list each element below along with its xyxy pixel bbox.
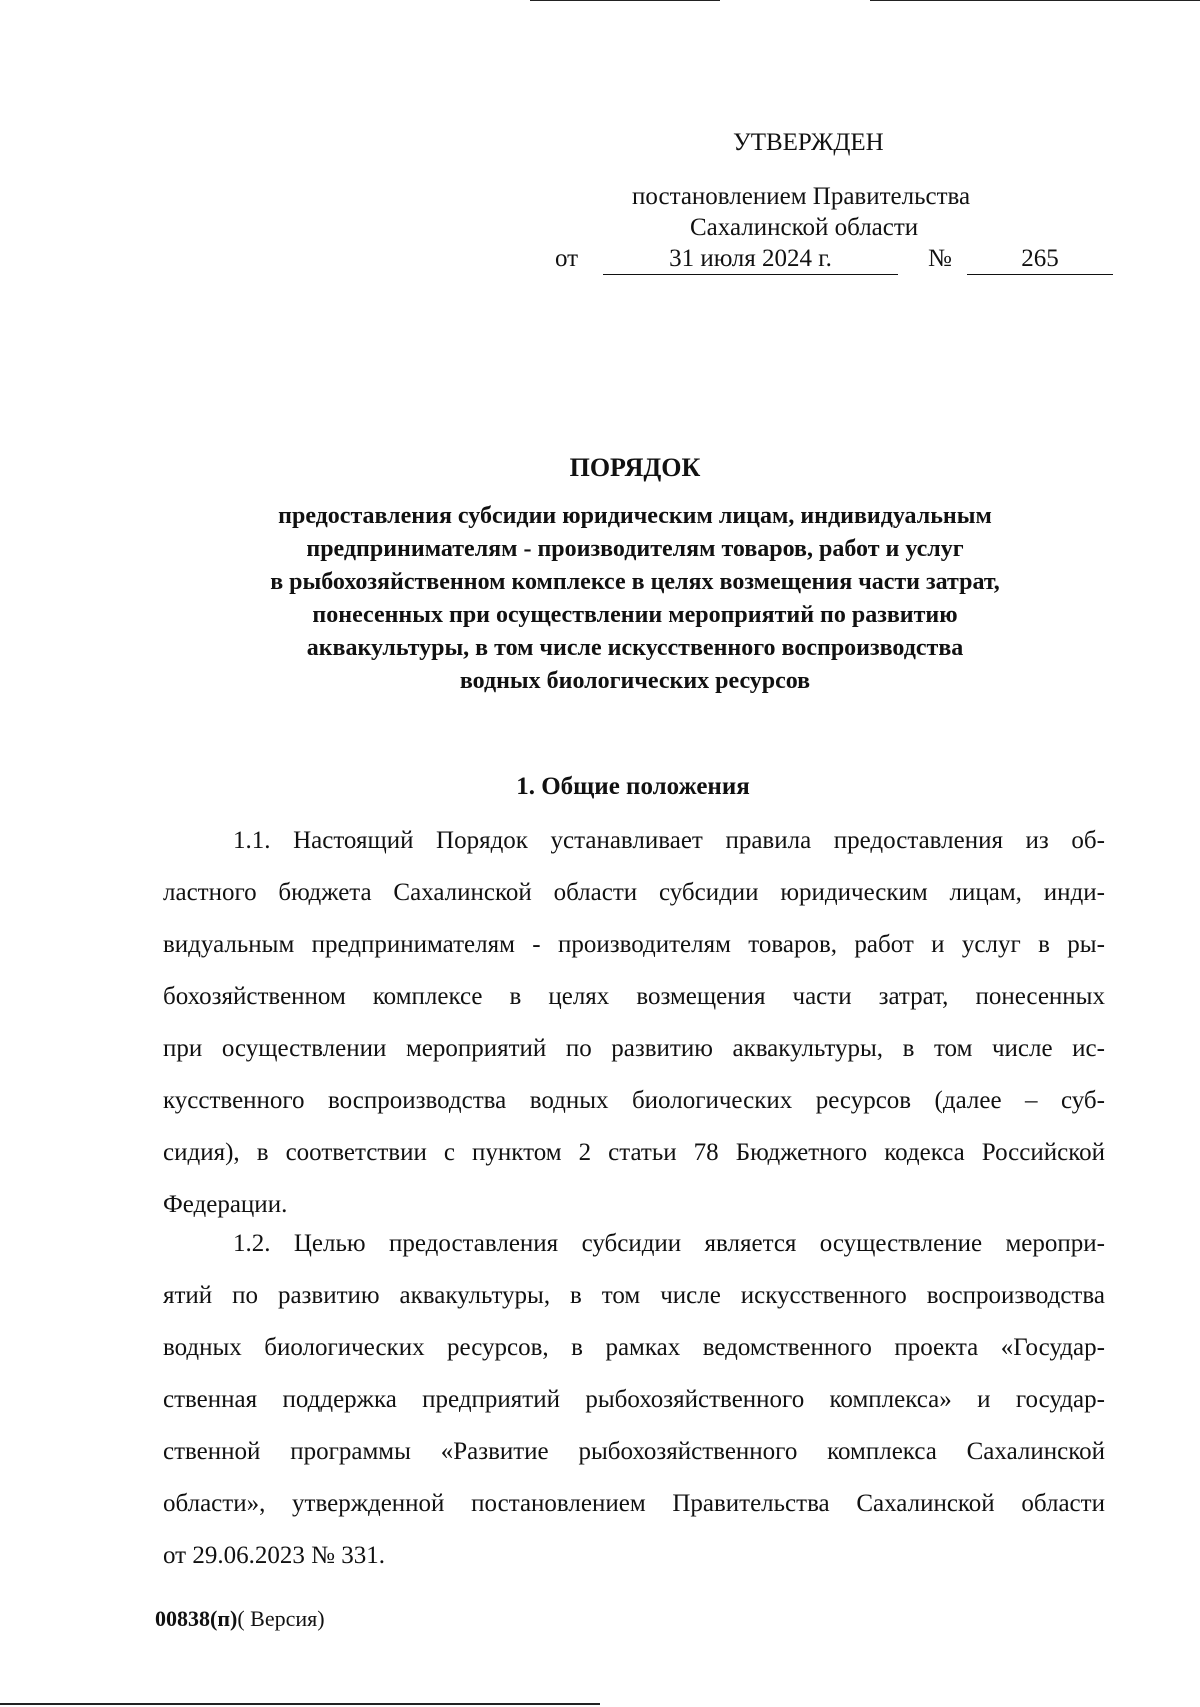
word: числе	[660, 1282, 721, 1309]
paragraph-line	[163, 815, 1105, 867]
word: Сахалинской	[966, 1438, 1105, 1465]
word: комплексе	[372, 983, 483, 1010]
subtitle-line: аквакультуры, в том числе искусственного воспроизводства	[306, 635, 964, 661]
word: Российской	[981, 1139, 1105, 1166]
word: воспроизводства	[328, 1087, 507, 1114]
subtitle-line: водных биологических ресурсов	[459, 668, 811, 694]
scan-edge-line-top-right	[870, 0, 1200, 1]
word: 78	[693, 1139, 719, 1166]
word: водных	[529, 1087, 609, 1114]
word: Бюджетного	[735, 1139, 868, 1166]
word: работ	[854, 931, 914, 958]
word: 1.1.	[233, 827, 271, 854]
word: Целью	[293, 1230, 366, 1257]
word: –	[1025, 1087, 1038, 1114]
subtitle-line: предпринимателям - производителям товаров, работ и услуг	[306, 536, 964, 562]
word: том	[601, 1282, 641, 1309]
word: затрат,	[878, 983, 949, 1010]
document-title: ПОРЯДОК	[569, 453, 701, 482]
word: видуальным	[163, 931, 295, 958]
word: ятий	[163, 1282, 213, 1309]
word: меропри-	[1005, 1230, 1105, 1257]
paragraph-line	[163, 1218, 1105, 1270]
word: программы	[290, 1438, 411, 1465]
paragraph-line	[163, 919, 1105, 971]
paragraph-2	[163, 1218, 1105, 1582]
paragraph-line: от 29.06.2023 № 331.	[163, 1542, 385, 1569]
word: правила	[725, 827, 812, 854]
word: Сахалинской	[856, 1490, 995, 1517]
word: в	[1038, 931, 1050, 958]
word: и	[931, 931, 945, 958]
word: из	[1025, 827, 1049, 854]
word: предприятий	[422, 1386, 560, 1413]
paragraph-line	[163, 1075, 1105, 1127]
word: области	[1021, 1490, 1105, 1517]
word: при	[163, 1035, 203, 1062]
word: в	[256, 1139, 269, 1166]
word: искусственного	[740, 1282, 907, 1309]
word: биологических	[264, 1334, 425, 1361]
scan-edge-line-bottom	[0, 1703, 600, 1705]
word: постановлением	[471, 1490, 646, 1517]
word: кодекса	[884, 1139, 965, 1166]
word: услуг	[961, 931, 1021, 958]
word: государ-	[1015, 1386, 1105, 1413]
word: ресурсов,	[447, 1334, 549, 1361]
document-subtitle	[150, 500, 1120, 698]
word: товаров,	[748, 931, 838, 958]
approval-date: 31 июля 2024 г.	[603, 243, 898, 275]
word: поддержка	[282, 1386, 397, 1413]
word: биологических	[631, 1087, 793, 1114]
word: 2	[578, 1139, 592, 1166]
word: ры-	[1067, 931, 1105, 958]
word: Настоящий	[293, 827, 414, 854]
word: по	[232, 1282, 259, 1309]
word: предпринимателям	[311, 931, 515, 958]
paragraph-line	[163, 1023, 1105, 1075]
word: рамках	[605, 1334, 681, 1361]
paragraph-line	[163, 1270, 1105, 1322]
word: производителям	[557, 931, 731, 958]
word: соответствии	[285, 1139, 427, 1166]
word: числе	[991, 1035, 1053, 1062]
word: комплекса	[827, 1438, 937, 1465]
word: «Государ-	[1000, 1334, 1105, 1361]
word: «Развитие	[440, 1438, 549, 1465]
approval-number: 265	[967, 243, 1113, 275]
word: том	[933, 1035, 973, 1062]
approval-number-label: №	[928, 245, 952, 272]
word: сидия),	[163, 1139, 240, 1166]
word: суб-	[1060, 1087, 1105, 1114]
approval-issuer-line: постановлением Правительства	[632, 183, 971, 210]
word: развитию	[277, 1282, 380, 1309]
paragraph-line	[163, 1127, 1105, 1179]
scan-edge-line-top	[530, 0, 720, 1]
word: ственная	[163, 1386, 258, 1413]
word: с	[443, 1139, 455, 1166]
word: субсидии	[581, 1230, 682, 1257]
word: рыбохозяйственного	[585, 1386, 805, 1413]
word: (далее	[934, 1087, 1002, 1114]
approval-region-line: Сахалинской области	[690, 214, 919, 241]
approval-from-label: от	[555, 245, 579, 272]
word: ственной	[163, 1438, 261, 1465]
word: является	[704, 1230, 797, 1257]
word: в	[571, 1334, 583, 1361]
word: и	[977, 1386, 991, 1413]
subtitle-line: предоставления субсидии юридическим лицам, индивидуальным	[278, 503, 992, 529]
approval-title: УТВЕРЖДЕН	[733, 129, 884, 156]
word: воспроизводства	[926, 1282, 1105, 1309]
paragraph-line	[163, 1478, 1105, 1530]
word: субсидии	[658, 879, 759, 906]
word: устанавливает	[550, 827, 703, 854]
word: области»,	[163, 1490, 266, 1517]
footer-document-code: 00838(п)	[155, 1606, 238, 1631]
word: предоставления	[833, 827, 1003, 854]
paragraph-line	[163, 1374, 1105, 1426]
word: бюджета	[278, 879, 372, 906]
word: рыбохозяйственного	[578, 1438, 798, 1465]
word: комплекса»	[829, 1386, 952, 1413]
word: ис-	[1072, 1035, 1105, 1062]
word: аквакультуры,	[399, 1282, 551, 1309]
word: понесенных	[975, 983, 1105, 1010]
paragraph-line	[163, 867, 1105, 919]
approval-date-row	[555, 243, 1075, 277]
word: развитию	[611, 1035, 713, 1062]
paragraph-line: Федерации.	[163, 1191, 288, 1218]
word: пунктом	[472, 1139, 562, 1166]
word: утвержденной	[292, 1490, 445, 1517]
word: мероприятий	[405, 1035, 547, 1062]
paragraph-1	[163, 815, 1105, 1231]
word: проекта	[894, 1334, 979, 1361]
word: ресурсов	[815, 1087, 912, 1114]
word: аквакультуры,	[732, 1035, 884, 1062]
word: в	[570, 1282, 582, 1309]
subtitle-line: в рыбохозяйственном комплексе в целях возмещения части затрат,	[270, 569, 1000, 595]
word: кусственного	[163, 1087, 305, 1114]
word: об-	[1071, 827, 1105, 854]
paragraph-line	[163, 1322, 1105, 1374]
word: статьи	[608, 1139, 677, 1166]
word: водных	[163, 1334, 242, 1361]
paragraph-line	[163, 1426, 1105, 1478]
word: осуществлении	[221, 1035, 387, 1062]
word: ластного	[163, 879, 257, 906]
word: бохозяйственном	[163, 983, 346, 1010]
word: предоставления	[388, 1230, 559, 1257]
word: по	[565, 1035, 592, 1062]
word: в	[509, 983, 522, 1010]
word: инди-	[1043, 879, 1105, 906]
word: -	[532, 931, 541, 958]
word: ведомственного	[702, 1334, 872, 1361]
word: Порядок	[436, 827, 528, 854]
word: части	[792, 983, 852, 1010]
footer-code	[155, 1606, 325, 1632]
word: целях	[548, 983, 610, 1010]
section-title: 1. Общие положения	[516, 773, 750, 800]
word: юридическим	[780, 879, 928, 906]
word: 1.2.	[233, 1230, 271, 1257]
word: осуществление	[819, 1230, 983, 1257]
word: Сахалинской	[393, 879, 532, 906]
word: лицам,	[949, 879, 1022, 906]
subtitle-line: понесенных при осуществлении мероприятий по развитию	[312, 602, 958, 628]
paragraph-line	[163, 971, 1105, 1023]
footer-version: ( Версия)	[237, 1606, 325, 1631]
word: Правительства	[672, 1490, 830, 1517]
word: области	[553, 879, 638, 906]
word: в	[902, 1035, 915, 1062]
word: возмещения	[636, 983, 766, 1010]
